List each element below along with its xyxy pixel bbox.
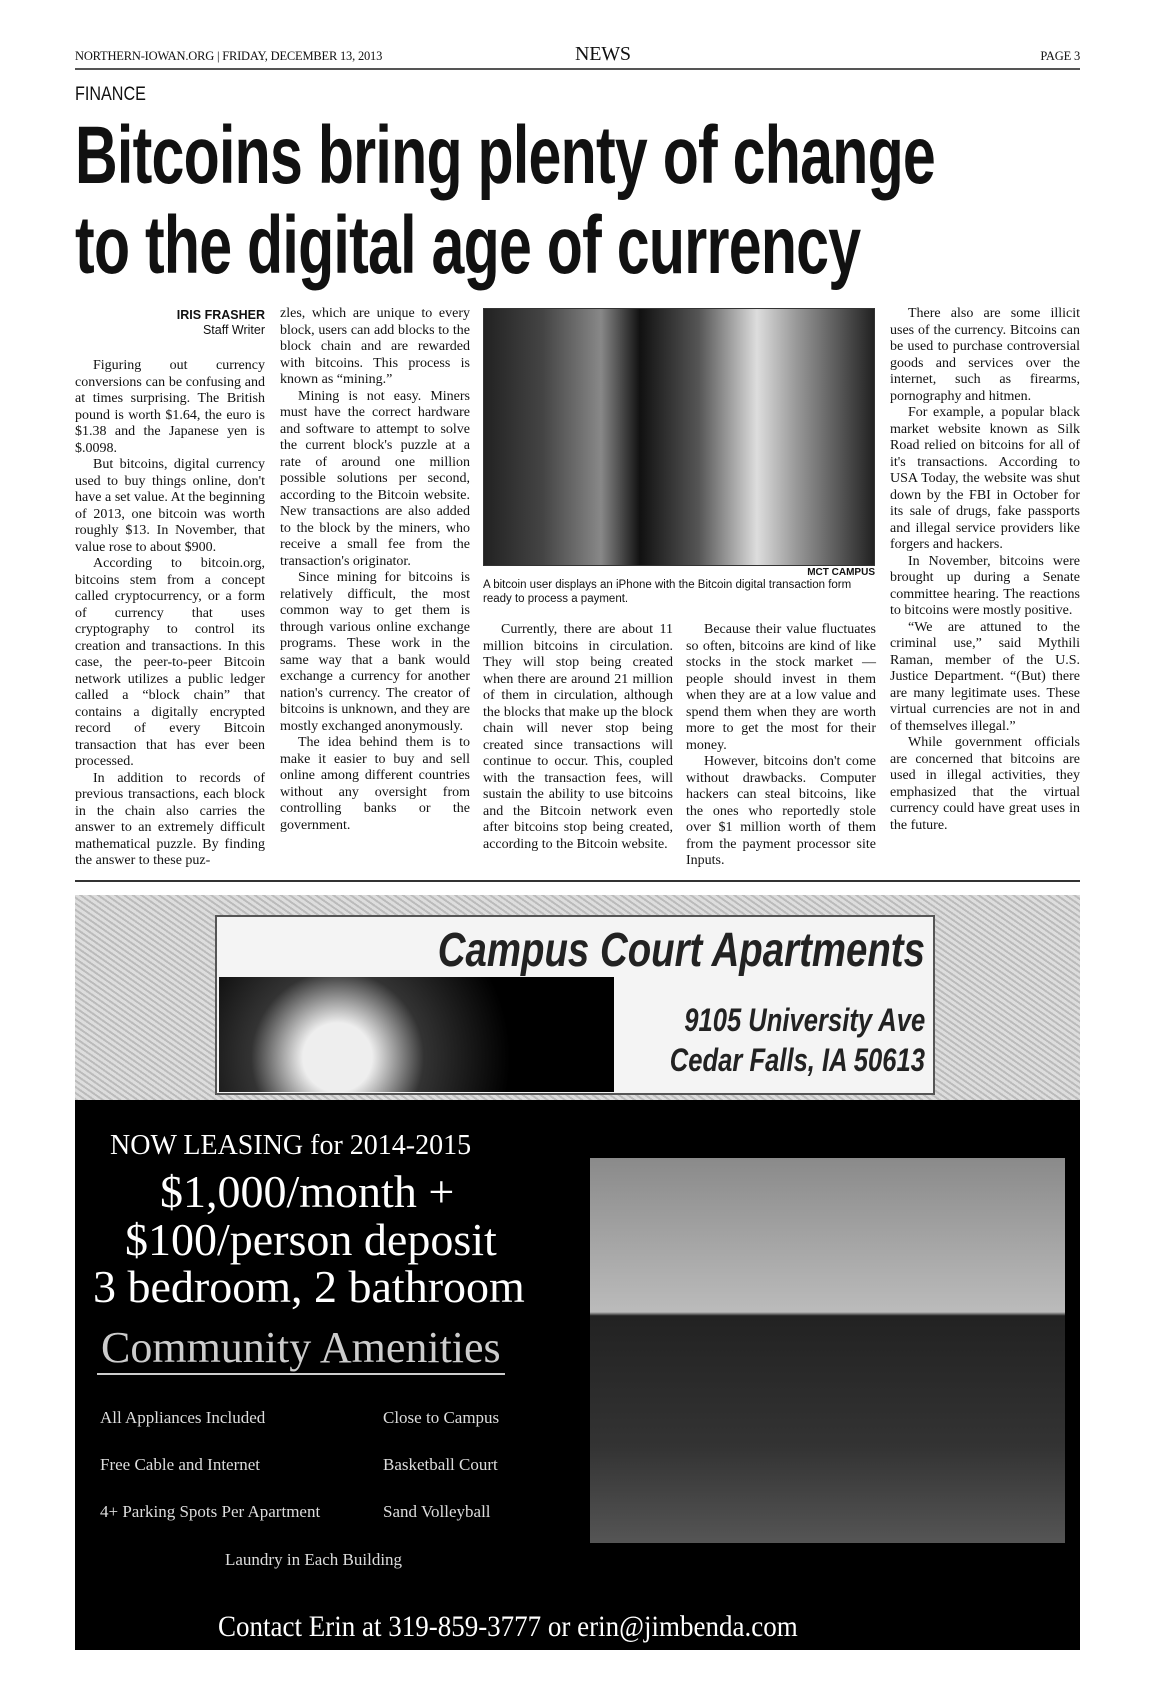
apartment-building-photo	[590, 1158, 1065, 1543]
article-column-3	[483, 622, 673, 853]
ad-price-month: $1,000/month +	[160, 1166, 455, 1217]
paragraph: In addition to records of previous transactions, each block in the chain also carries the answer to an extremely difficult mathematical puzzle. By finding the answer to these puz-	[75, 770, 265, 868]
paragraph: The idea behind them is to make it easier to buy and sell online among different countries without any oversight from controlling banks or the government.	[280, 735, 470, 833]
ad-leasing: NOW LEASING for 2014-2015	[110, 1130, 472, 1161]
ad-people-photo	[219, 977, 614, 1092]
paragraph: Because their value fluctuates so often, bitcoins are kind of like stocks in the stock market — people should invest in them when they are at a low value and spend them when they are worth more to get the most for their money.	[686, 622, 876, 753]
divider	[75, 880, 1080, 882]
page-header	[75, 43, 1080, 70]
ad-price-deposit: $100/person deposit	[125, 1214, 497, 1265]
amenity-item: 4+ Parking Spots Per Apartment	[100, 1502, 321, 1521]
ad-banner-box	[215, 915, 935, 1095]
article-column-1	[75, 308, 265, 870]
paragraph: There also are some illicit uses of the currency. Bitcoins can be used to purchase controversial goods and services over the internet, such as firearms, pornography and hitmen.	[890, 306, 1080, 404]
ad-amenities-title: Community Amenities	[97, 1322, 505, 1375]
paragraph: In November, bitcoins were brought up during a Senate committee hearing. The reactions to bitcoins were mostly positive.	[890, 553, 1080, 618]
ad-company-name: Campus Court Apartments	[437, 924, 925, 977]
publication-date: NORTHERN-IOWAN.ORG | FRIDAY, DECEMBER 13, 2013	[75, 49, 383, 63]
paragraph: Figuring out currency conversions can be confusing and at times surprising. The British pound is worth $1.64, the euro is $1.38 and the Japanese yen is $.0098.	[75, 358, 265, 456]
headline-line-1: Bitcoins bring plenty of change	[75, 110, 936, 201]
byline	[75, 308, 265, 338]
ad-rooms: 3 bedroom, 2 bathroom	[93, 1261, 525, 1312]
ad-address-line-2: Cedar Falls, IA 50613	[669, 1042, 925, 1078]
page-number: PAGE 3	[1040, 49, 1080, 63]
author-name: IRIS FRASHER	[176, 308, 265, 322]
kicker: FINANCE	[75, 84, 146, 105]
photo-credit: MCT CAMPUS	[807, 567, 875, 578]
bitcoin-user-photo	[483, 308, 875, 566]
paragraph: While government officials are concerned that bitcoins are used in illegal activities, they emphasized that the virtual currency could have great uses in the future.	[890, 735, 1080, 833]
article-column-4	[686, 622, 876, 870]
paragraph: “We are attuned to the criminal use,” said Mythili Raman, member of the U.S. Justice Department. “(But) there are many legitimate uses. These virtual currencies are not in and of themselves illegal.”	[890, 619, 1080, 734]
amenity-item: Free Cable and Internet	[100, 1455, 261, 1474]
amenity-item: Basketball Court	[383, 1455, 498, 1474]
article-column-5	[890, 306, 1080, 834]
ad-leasing-box	[75, 1100, 1080, 1650]
amenity-item: All Appliances Included	[100, 1408, 266, 1427]
paragraph: Since mining for bitcoins is relatively difficult, the most common way to get them is through various online exchange programs. These work in the same way that a bank would exchange a currency for another nation's currency. The creator of bitcoins is unknown, and they are mostly exchanged anonymously.	[280, 570, 470, 734]
amenity-item: Close to Campus	[383, 1408, 500, 1427]
author-title: Staff Writer	[202, 323, 265, 337]
ad-contact: Contact Erin at 319-859-3777 or erin@jimbenda.com	[218, 1610, 798, 1643]
paragraph: According to bitcoin.org, bitcoins stem from a concept called cryptocurrency, or a form of currency that uses cryptography to control its creation and transactions. In this case, the peer-to-peer Bitcoin network utilizes a public ledger called a “block chain” that contains a digitally encrypted record of every Bitcoin transaction that has ever been processed.	[75, 556, 265, 769]
paragraph: However, bitcoins don't come without drawbacks. Computer hackers can steal bitcoins, like the ones who reportedly stole over $1 million worth of them from the payment processor site Inputs.	[686, 754, 876, 868]
ad-banner	[75, 895, 1080, 1100]
article-column-2	[280, 306, 470, 834]
paragraph: Currently, there are about 11 million bitcoins in circulation. They will stop being created when there are around 21 million of them in circulation, although the blocks that make up the block chain will never stop being created since transactions will continue to occur. This, coupled with the transaction fees, will sustain the ability to use bitcoins and the Bitcoin network even after bitcoins stop being created, according to the Bitcoin website.	[483, 622, 673, 852]
paragraph: zles, which are unique to every block, users can add blocks to the block chain and are rewarded with bitcoins. This process is known as “mining.”	[280, 306, 470, 387]
photo-caption: A bitcoin user displays an iPhone with the Bitcoin digital transaction form ready to process a payment.	[483, 579, 852, 605]
paragraph: Mining is not easy. Miners must have the correct hardware and software to attempt to solve the current block's puzzle at a rate of around one million possible solutions per second, according to the Bitcoin website. New transactions are also added to the block by the miners, who receive a small fee from the transaction's originator.	[280, 388, 470, 569]
section-name: NEWS	[575, 43, 631, 65]
paragraph: But bitcoins, digital currency used to buy things online, don't have a set value. At the beginning of 2013, one bitcoin was worth roughly $13. In November, that value rose to about $900.	[75, 457, 265, 555]
amenity-item: Sand Volleyball	[383, 1502, 491, 1521]
paragraph: For example, a popular black market website known as Silk Road relied on bitcoins for all of it's transactions. According to USA Today, the website was shut down by the FBI in October for its sale of drugs, fake passports and illegal service providers like forgers and hackers.	[890, 405, 1080, 552]
ad-address-line-1: 9105 University Ave	[684, 1002, 925, 1038]
amenity-item: Laundry in Each Building	[225, 1550, 403, 1569]
headline-line-2: to the digital age of currency	[75, 200, 861, 291]
